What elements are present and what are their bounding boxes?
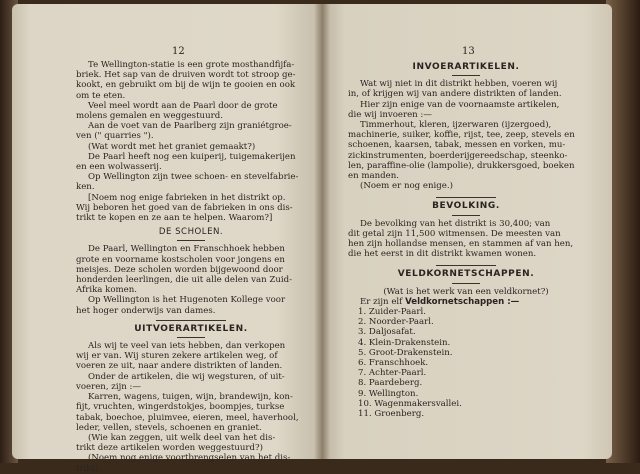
left-page xyxy=(12,4,322,474)
text-line: dit getal zijn 11,500 witmensen. De meesten van xyxy=(348,228,561,239)
heading-uitvoerartikelen: UITVOERARTIKELEN. xyxy=(134,323,248,334)
text-line: molens gemalen en weggestuurd. xyxy=(76,111,223,122)
text-line: Timmerhout, kleren, ijzerwaren (ijzergoed), xyxy=(360,120,552,131)
veld-question: (Wat is het werk van een veldkornet?) xyxy=(383,286,549,297)
text-line: die wij invoeren :— xyxy=(348,109,432,120)
left-text-block xyxy=(76,60,306,474)
text-line: voeren ze uit, naar andere distrikten of landen. xyxy=(76,361,283,372)
text-line: en manden. xyxy=(348,171,400,182)
text-line: len, paraffine-olie (lampolie), drukkersgoed, boeken xyxy=(348,160,575,171)
text-line: De Paarl, Wellington en Franschhoek hebben xyxy=(88,244,285,255)
book-gutter xyxy=(314,4,330,459)
text-line: Aan de voet van de Paarlberg zijn graniétgroe- xyxy=(88,121,292,132)
list-item: 10. Wagenmakersvallei. xyxy=(358,398,462,409)
veld-intro-bold: Veldkornetschappen :— xyxy=(405,296,520,307)
list-item: 4. Klein-Drakenstein. xyxy=(358,337,451,348)
list-item: 11. Groenberg. xyxy=(358,409,425,420)
list-item: 9. Wellington. xyxy=(358,388,419,399)
divider xyxy=(436,265,496,266)
page-number-left: 12 xyxy=(172,46,185,57)
text-line: schoenen, kaarsen, tabak, messen en vorken, mu- xyxy=(348,140,566,151)
veld-intro xyxy=(348,297,584,307)
text-line: voeren, zijn :— xyxy=(76,381,142,392)
text-line: Afrika komen. xyxy=(76,285,138,296)
divider xyxy=(436,197,496,198)
text-line: wij er van. Wij sturen zekere artikelen weg, of xyxy=(76,351,278,362)
text-line: zickinstrumenten, boerderijgereedschap, steenko- xyxy=(348,150,568,161)
divider xyxy=(156,320,226,321)
divider xyxy=(177,337,205,338)
text-line: Veel meel wordt aan de Paarl door de grote xyxy=(88,100,278,111)
text-line: Op Wellington is het Hugenoten Kollege voor xyxy=(88,295,286,306)
ward-list xyxy=(348,307,584,419)
right-text-block xyxy=(348,62,584,419)
list-item: 1. Zuider-Paarl. xyxy=(358,307,427,318)
divider xyxy=(452,75,480,76)
text-line: die het eerst in dit distrikt kwamen wonen. xyxy=(348,249,537,260)
text-line: Als wij te veel van iets hebben, dan verkopen xyxy=(88,341,286,352)
divider xyxy=(452,283,480,284)
text-line: (Noem nog enige voortbrengselen van het dis- xyxy=(88,453,291,464)
text-line: in, of krijgen wij van andere distrikten of landen. xyxy=(348,89,562,100)
text-line: Te Wellington-statie is een grote mosthandfijfa- xyxy=(88,60,295,70)
heading-scholen: DE SCHOLEN. xyxy=(158,227,224,238)
text-line: briek. Het sap van de druiven wordt tot stroop ge- xyxy=(76,70,296,81)
text-line: [Noem nog enige fabrieken in het distrikt op. xyxy=(88,192,286,203)
divider xyxy=(452,215,480,216)
text-line: De Paarl heeft nog een kuiperij, tuigemakerijen xyxy=(88,151,296,162)
heading-bevolking: BEVOLKING. xyxy=(432,201,500,212)
text-line: Onder de artikelen, die wij wegsturen, of uit- xyxy=(88,371,285,382)
text-line: trikt te kopen en ze aan te helpen. Waarom?] xyxy=(76,213,273,224)
text-line: grote en voorname kostscholen voor jongens en xyxy=(76,254,285,265)
text-line: (Wat wordt met het graniet gemaakt?) xyxy=(88,141,256,152)
text-line: Wat wij niet in dit distrikt hebben, voeren wij xyxy=(360,79,558,90)
heading-invoerartikelen: INVOERARTIKELEN. xyxy=(412,62,520,72)
text-line: het hoger onderwijs van dames. xyxy=(76,305,216,316)
text-line: (Wie kan zeggen, uit welk deel van het dis- xyxy=(88,432,276,443)
text-line: kookt, en gebruikt om bij de wijn te gooien en ook xyxy=(76,80,296,91)
divider xyxy=(177,240,205,241)
text-line: machinerie, suiker, koffie, rijst, tee, zeep, stevels en xyxy=(348,130,575,141)
text-line: ken. xyxy=(76,182,95,193)
text-line: hen zijn hollandse mensen, en stammen af van hen, xyxy=(348,239,574,250)
text-line: fijt, vruchten, wingerdstokjes, boompjes, turkse xyxy=(76,402,285,413)
text-line: (Noem er nog enige.) xyxy=(360,181,453,192)
text-line: Wij beboren het goed van de fabrieken in ons dis- xyxy=(76,202,293,213)
veld-intro-prefix: Er zijn elf xyxy=(360,296,406,307)
text-line: Op Wellington zijn twee schoen- en stevelfabrie- xyxy=(88,172,299,183)
text-line: honderden leerlingen, die uit alle delen van Zuid- xyxy=(76,275,293,286)
right-page xyxy=(322,4,612,459)
list-item: 7. Achter-Paarl. xyxy=(358,368,427,379)
text-line: meisjes. Deze scholen worden bijgewoond door xyxy=(76,264,283,275)
text-line: Hier zijn enige van de voornaamste artikelen, xyxy=(360,99,560,110)
text-line: ven (" quarries "). xyxy=(76,131,154,142)
list-item: 8. Paardeberg. xyxy=(358,378,423,389)
list-item: 3. Daljosafat. xyxy=(358,327,416,338)
text-line: tabak, boechoe, pluimvee, eieren, meel, haverhool, xyxy=(76,412,299,423)
text-line: om te eten. xyxy=(76,90,126,101)
text-line: leder, vellen, stevels, schoenen en graniet. xyxy=(76,422,262,433)
page-number-right: 13 xyxy=(462,46,475,57)
heading-veldkornetschappen: VELDKORNETSCHAPPEN. xyxy=(397,269,535,280)
text-line: De bevolking van het distrikt is 30,400; van xyxy=(360,218,551,229)
text-line: trikt deze artikelen worden weggestuurd?) xyxy=(76,443,263,454)
text-line: en een wolwasserij. xyxy=(76,162,162,173)
text-line: trikt). xyxy=(76,463,102,474)
list-item: 5. Groot-Drakenstein. xyxy=(358,347,453,358)
list-item: 2. Noorder-Paarl. xyxy=(358,317,434,328)
list-item: 6. Franschhoek. xyxy=(358,358,429,369)
text-line: Karren, wagens, tuigen, wijn, brandewijn, kon- xyxy=(88,392,293,403)
